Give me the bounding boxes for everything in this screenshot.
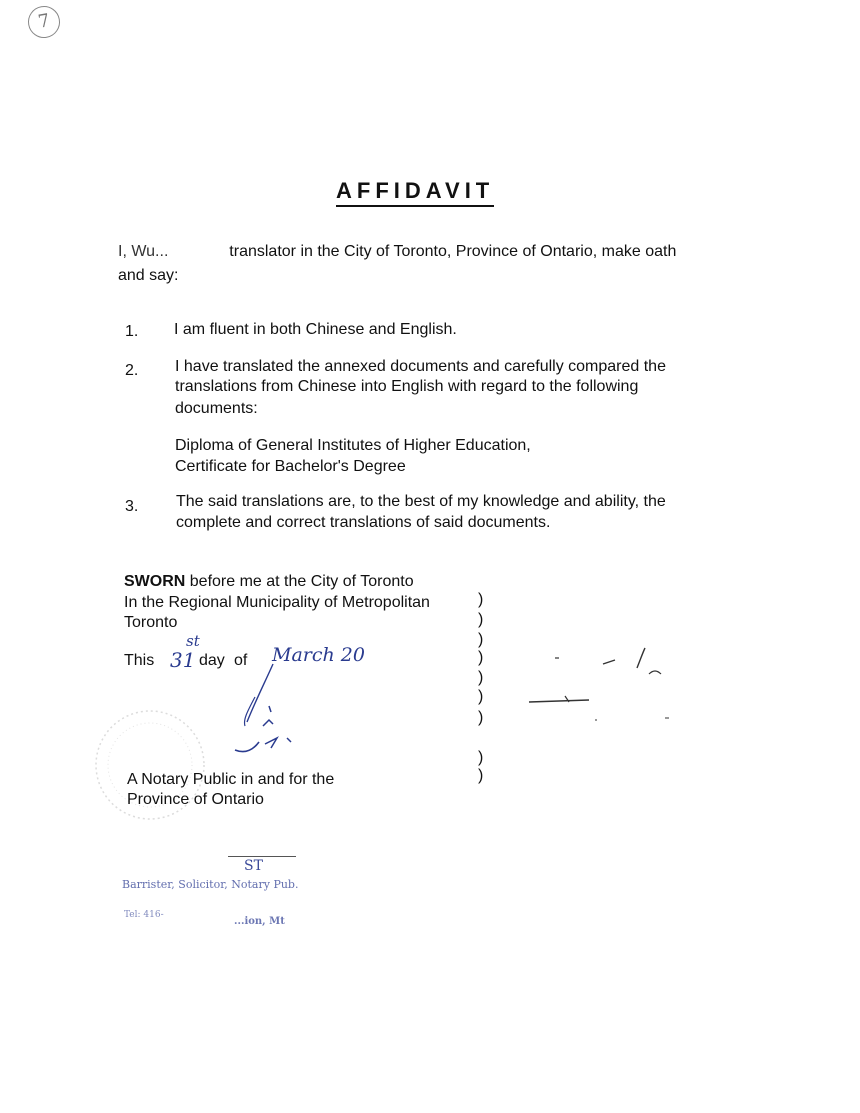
document-title: AFFIDAVIT [336,178,494,207]
sworn-line-3: Toronto [124,614,178,631]
item-number: 1. [125,323,139,340]
stamp-line-1: ST [244,858,263,874]
paren: ) [478,709,484,726]
paren: ) [478,767,484,784]
sworn-bold: SWORN [124,573,186,590]
intro-line-1 [118,242,676,262]
stamp-line-2: Barrister, Solicitor, Notary Pub. [122,878,299,891]
sworn-text: before me at the City of Toronto [185,573,414,590]
item-text: complete and correct translations of said documents. [176,514,551,531]
notary-line-2: Province of Ontario [127,791,264,808]
paren: ) [478,649,484,666]
sworn-line-1 [124,572,414,592]
item-number: 2. [125,362,139,379]
item-text: The said translations are, to the best of my knowledge and ability, the [176,493,666,510]
stamp-rule [228,856,296,857]
of-label: of [234,652,248,669]
handwritten-day-suffix: st [186,632,200,650]
paren: ) [478,631,484,648]
item-number: 3. [125,498,139,515]
handwritten-month: March 20 [272,644,365,666]
paren: ) [478,749,484,766]
stamp-line-3: Tel: 416- [124,910,164,920]
page-number-circle: 7 [25,3,62,40]
item-text: I am fluent in both Chinese and English. [174,321,457,338]
translator-signature [525,640,685,730]
intro-line-2: and say: [118,267,179,284]
document-list-item: Certificate for Bachelor's Degree [175,458,406,475]
paren: ) [478,688,484,705]
this-label: This [124,652,155,669]
document-list-item: Diploma of General Institutes of Higher Education, [175,437,531,454]
handwritten-day: 31 [170,648,196,672]
notary-signature [225,662,315,762]
sworn-line-2: In the Regional Municipality of Metropolitan [124,594,430,611]
day-label: day [199,652,225,669]
item-text: translations from Chinese into English with regard to the following [175,378,639,395]
item-text: I have translated the annexed documents and carefully compared the [175,358,666,375]
notary-stamp [118,850,318,935]
paren: ) [478,669,484,686]
intro-text: translator in the City of Toronto, Province of Ontario, make oath [229,243,677,260]
deponent-name: I, Wu... [118,243,169,260]
notary-line-1: A Notary Public in and for the [127,771,335,788]
item-text: documents: [175,400,258,417]
stamp-line-4: ...ion, Mt [234,916,285,927]
paren: ) [478,611,484,628]
paren: ) [478,591,484,608]
